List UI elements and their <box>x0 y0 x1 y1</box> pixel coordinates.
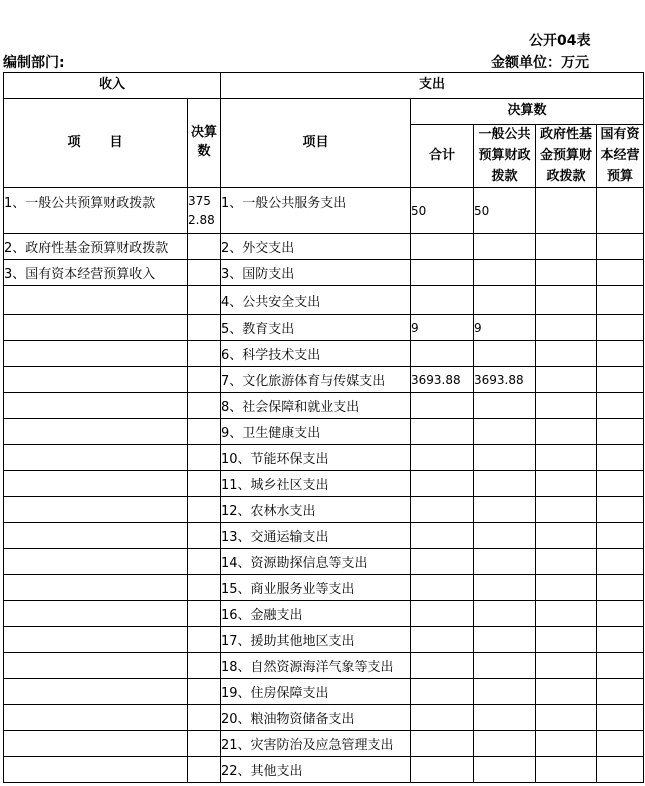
income-item-cell <box>4 341 188 367</box>
expense-item-cell: 15、商业服务业等支出 <box>221 575 411 601</box>
expense-gov-fund-cell <box>536 523 597 549</box>
income-item-cell: 2、政府性基金预算财政拨款 <box>4 234 188 260</box>
expense-total-cell <box>411 393 474 419</box>
income-item-cell <box>4 757 188 783</box>
expense-general-cell <box>474 286 536 315</box>
table-row <box>4 757 644 783</box>
gov-fund-header: 政府性基金预算财政拨款 <box>536 125 597 188</box>
table-row <box>4 393 644 419</box>
expense-state-capital-cell <box>597 286 644 315</box>
expense-general-cell <box>474 705 536 731</box>
expense-total-cell <box>411 627 474 653</box>
income-amount-cell <box>188 445 221 471</box>
income-item-cell <box>4 315 188 341</box>
expense-general-cell <box>474 523 536 549</box>
expense-state-capital-cell <box>597 188 644 234</box>
expense-item-cell: 17、援助其他地区支出 <box>221 627 411 653</box>
table-row <box>4 419 644 445</box>
expense-general-cell <box>474 445 536 471</box>
expense-total-cell: 50 <box>411 188 474 234</box>
expense-general-cell <box>474 471 536 497</box>
expense-state-capital-cell <box>597 731 644 757</box>
table-row <box>4 523 644 549</box>
expense-total-cell <box>411 705 474 731</box>
table-row <box>4 679 644 705</box>
expense-state-capital-cell <box>597 419 644 445</box>
expense-gov-fund-cell <box>536 286 597 315</box>
table-row <box>4 341 644 367</box>
state-capital-header: 国有资本经营预算 <box>597 125 644 188</box>
expense-total-cell <box>411 653 474 679</box>
expense-state-capital-cell <box>597 601 644 627</box>
income-amount-cell <box>188 315 221 341</box>
expense-gov-fund-cell <box>536 679 597 705</box>
income-item-header: 项 目 <box>4 99 188 188</box>
expense-general-cell: 3693.88 <box>474 367 536 393</box>
income-amount-cell <box>188 731 221 757</box>
income-item-cell <box>4 445 188 471</box>
income-amount-cell: 3752.88 <box>188 188 221 234</box>
expense-gov-fund-cell <box>536 341 597 367</box>
expense-total-cell <box>411 601 474 627</box>
unit-label: 金额单位：万元 <box>491 55 589 71</box>
expense-item-cell: 5、教育支出 <box>221 315 411 341</box>
expense-general-cell <box>474 731 536 757</box>
table-row <box>4 188 644 234</box>
expense-item-cell: 8、社会保障和就业支出 <box>221 393 411 419</box>
expense-item-cell: 10、节能环保支出 <box>221 445 411 471</box>
expense-gov-fund-cell <box>536 393 597 419</box>
expense-state-capital-cell <box>597 653 644 679</box>
expense-gov-fund-cell <box>536 757 597 783</box>
income-amount-cell <box>188 419 221 445</box>
expense-state-capital-cell <box>597 705 644 731</box>
table-row <box>4 497 644 523</box>
expense-general-cell <box>474 497 536 523</box>
income-item-cell <box>4 549 188 575</box>
dept-label: 编制部门: <box>3 55 65 71</box>
expense-general-cell <box>474 419 536 445</box>
income-amount-cell <box>188 497 221 523</box>
expense-item-cell: 9、卫生健康支出 <box>221 419 411 445</box>
income-item-cell <box>4 705 188 731</box>
expense-general-cell <box>474 549 536 575</box>
expense-item-header: 项目 <box>221 99 411 188</box>
income-item-cell <box>4 601 188 627</box>
income-amount-cell <box>188 393 221 419</box>
expense-item-cell: 12、农林水支出 <box>221 497 411 523</box>
table-row <box>4 471 644 497</box>
income-item-cell <box>4 731 188 757</box>
expense-state-capital-cell <box>597 471 644 497</box>
expense-total-cell: 9 <box>411 315 474 341</box>
income-amount-cell <box>188 679 221 705</box>
expense-general-cell <box>474 627 536 653</box>
income-item-cell <box>4 575 188 601</box>
table-row <box>4 627 644 653</box>
table-row <box>4 549 644 575</box>
expense-item-cell: 16、金融支出 <box>221 601 411 627</box>
table-row <box>4 234 644 260</box>
expense-general-cell <box>474 393 536 419</box>
expense-total-cell <box>411 286 474 315</box>
expense-gov-fund-cell <box>536 705 597 731</box>
expense-general-cell <box>474 260 536 286</box>
expense-gov-fund-cell <box>536 549 597 575</box>
expense-item-cell: 4、公共安全支出 <box>221 286 411 315</box>
expense-item-cell: 22、其他支出 <box>221 757 411 783</box>
expense-item-cell: 21、灾害防治及应急管理支出 <box>221 731 411 757</box>
income-item-cell <box>4 523 188 549</box>
expense-state-capital-cell <box>597 260 644 286</box>
expense-state-capital-cell <box>597 575 644 601</box>
income-amount-cell <box>188 341 221 367</box>
expense-item-cell: 20、粮油物资储备支出 <box>221 705 411 731</box>
expense-total-cell <box>411 497 474 523</box>
expense-total-cell <box>411 523 474 549</box>
expense-general-cell <box>474 234 536 260</box>
income-amount-cell <box>188 260 221 286</box>
expense-total-cell <box>411 757 474 783</box>
expense-state-capital-cell <box>597 497 644 523</box>
expense-state-capital-cell <box>597 627 644 653</box>
expense-gov-fund-cell <box>536 575 597 601</box>
expense-state-capital-cell <box>597 234 644 260</box>
expense-general-cell <box>474 679 536 705</box>
expense-total-cell <box>411 679 474 705</box>
income-amount-cell <box>188 757 221 783</box>
income-item-cell <box>4 286 188 315</box>
total-header: 合计 <box>411 125 474 188</box>
table-row <box>4 315 644 341</box>
table-row <box>4 260 644 286</box>
expense-item-cell: 3、国防支出 <box>221 260 411 286</box>
income-amount-cell <box>188 653 221 679</box>
income-item-cell <box>4 471 188 497</box>
income-item-cell: 3、国有资本经营预算收入 <box>4 260 188 286</box>
expense-item-cell: 7、文化旅游体育与传媒支出 <box>221 367 411 393</box>
expense-state-capital-cell <box>597 679 644 705</box>
expense-gov-fund-cell <box>536 471 597 497</box>
expense-state-capital-cell <box>597 549 644 575</box>
expense-group-header: 支出 <box>221 73 644 99</box>
income-group-header: 收入 <box>4 73 221 99</box>
income-item-cell <box>4 419 188 445</box>
table-row <box>4 705 644 731</box>
expense-total-cell <box>411 445 474 471</box>
expense-gov-fund-cell <box>536 497 597 523</box>
expense-item-cell: 19、住房保障支出 <box>221 679 411 705</box>
expense-total-cell <box>411 575 474 601</box>
expense-general-cell <box>474 757 536 783</box>
expense-gov-fund-cell <box>536 653 597 679</box>
table-row <box>4 731 644 757</box>
expense-state-capital-cell <box>597 393 644 419</box>
table-row <box>4 601 644 627</box>
income-amount-cell <box>188 575 221 601</box>
expense-general-cell <box>474 601 536 627</box>
expense-item-cell: 13、交通运输支出 <box>221 523 411 549</box>
expense-total-cell <box>411 341 474 367</box>
table-row <box>4 367 644 393</box>
expense-state-capital-cell <box>597 757 644 783</box>
expense-gov-fund-cell <box>536 601 597 627</box>
expense-item-cell: 6、科学技术支出 <box>221 341 411 367</box>
expense-gov-fund-cell <box>536 731 597 757</box>
income-amount-cell <box>188 601 221 627</box>
income-item-cell <box>4 393 188 419</box>
expense-state-capital-cell <box>597 523 644 549</box>
expense-state-capital-cell <box>597 341 644 367</box>
income-amount-cell <box>188 705 221 731</box>
income-item-cell <box>4 627 188 653</box>
expense-total-cell <box>411 260 474 286</box>
expense-gov-fund-cell <box>536 315 597 341</box>
income-item-cell: 1、一般公共预算财政拨款 <box>4 188 188 234</box>
expense-item-cell: 14、资源勘探信息等支出 <box>221 549 411 575</box>
expense-item-cell: 1、一般公共服务支出 <box>221 188 411 234</box>
expense-gov-fund-cell <box>536 419 597 445</box>
expense-total-cell <box>411 419 474 445</box>
expense-general-cell <box>474 575 536 601</box>
budget-table <box>3 72 644 783</box>
table-code: 公开04表 <box>529 33 591 49</box>
income-amount-cell <box>188 286 221 315</box>
income-item-cell <box>4 653 188 679</box>
table-row <box>4 575 644 601</box>
expense-gov-fund-cell <box>536 188 597 234</box>
expense-general-cell: 9 <box>474 315 536 341</box>
table-row <box>4 286 644 315</box>
income-amount-cell <box>188 549 221 575</box>
income-amount-cell <box>188 234 221 260</box>
final-amount-group-header: 决算数 <box>411 99 644 125</box>
expense-total-cell: 3693.88 <box>411 367 474 393</box>
expense-state-capital-cell <box>597 367 644 393</box>
expense-general-cell <box>474 653 536 679</box>
expense-item-cell: 2、外交支出 <box>221 234 411 260</box>
expense-gov-fund-cell <box>536 627 597 653</box>
general-budget-header: 一般公共预算财政拨款 <box>474 125 536 188</box>
expense-gov-fund-cell <box>536 367 597 393</box>
table-row <box>4 653 644 679</box>
expense-gov-fund-cell <box>536 445 597 471</box>
expense-gov-fund-cell <box>536 260 597 286</box>
expense-state-capital-cell <box>597 315 644 341</box>
income-item-cell <box>4 679 188 705</box>
expense-item-cell: 11、城乡社区支出 <box>221 471 411 497</box>
expense-general-cell <box>474 341 536 367</box>
expense-total-cell <box>411 549 474 575</box>
expense-state-capital-cell <box>597 445 644 471</box>
expense-item-cell: 18、自然资源海洋气象等支出 <box>221 653 411 679</box>
income-amount-cell <box>188 367 221 393</box>
expense-general-cell: 50 <box>474 188 536 234</box>
expense-total-cell <box>411 234 474 260</box>
expense-total-cell <box>411 731 474 757</box>
income-amount-cell <box>188 471 221 497</box>
income-item-cell <box>4 497 188 523</box>
income-final-header: 决算数 <box>188 99 221 188</box>
income-amount-cell <box>188 627 221 653</box>
expense-gov-fund-cell <box>536 234 597 260</box>
table-row <box>4 445 644 471</box>
expense-total-cell <box>411 471 474 497</box>
income-amount-cell <box>188 523 221 549</box>
income-item-cell <box>4 367 188 393</box>
